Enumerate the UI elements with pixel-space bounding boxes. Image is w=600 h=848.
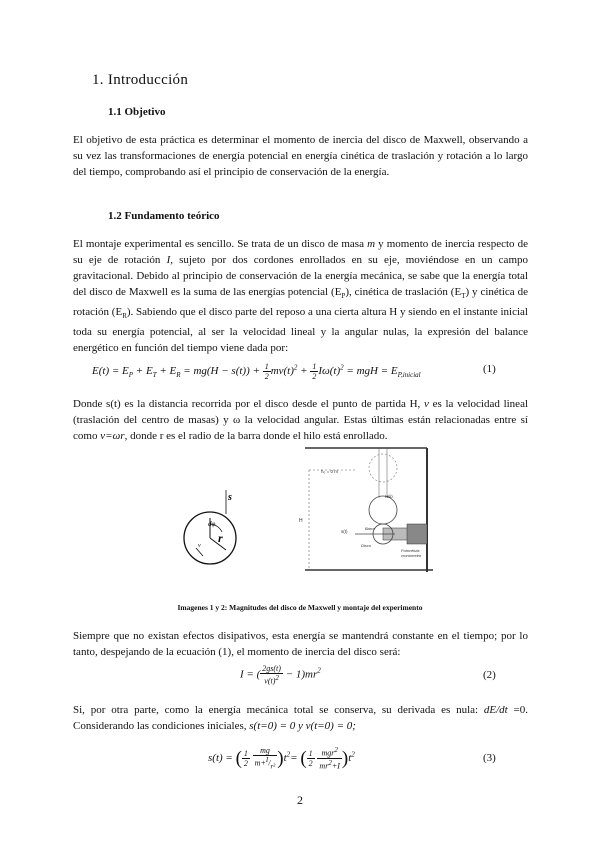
paragraph-4: Si, por otra parte, como la energía mecánica total se conserva, su derivada es nula: dE/dt =0. Considerando las condiciones iniciales, s(t=0) = 0 y v(t=0) = 0; <box>73 704 528 732</box>
section-title: 1. Introducción <box>92 72 189 88</box>
fig1-dphi-label: dφ <box>208 520 216 528</box>
objective-paragraph: El objetivo de esta práctica es determinar el momento de inercia del disco de Maxwell, observando a su vez las transformaciones de energía potencial en energía cinética de traslación y rotación a lo largo del tiempo, comprobando así el principio de conservación de la energía. <box>73 134 528 178</box>
theory-paragraph-2: Donde s(t) es la distancia recorrida por el disco desde el punto de partida H, v es la velocidad lineal (traslación del centro de masas) y ω la velocidad angular. Estas últimas están relacionadas entre sí como v=ωr, donde r es el radio de la barra donde el hilo está enrollado. <box>73 398 529 442</box>
fig2-h0-label: h₀ = 0 m <box>321 469 339 474</box>
theory-paragraph-1: El montaje experimental es sencillo. Se trata de un disco de masa m y momento de inercia respecto de su eje de rotación I, sujeto por dos cordones enrollados en su eje, moviéndose en un campo gravitacional. Debido al principio de conservación de la energía mecánica, se sabe que la energía total del disco de Maxwell es la suma de las energías potencial $(E_P)$, cinética de traslación $(E_T)$ y cinética de rotación $(E_R)$. Sabiendo que el disco parte del reposo a una cierta altura H y siendo en el instante inicial toda su energía potencial, al ser la velocidad lineal y la angular nulas, la expresión del balance energético en función del tiempo viene dada por: <box>73 238 528 355</box>
equation-1: $E(t) = E_P + E_T + E_R = mg(H - s(t))$ + $\frac{1}{2}$ $mv(t)^2$ + $\frac{1}{2}$ $I\omega(t)^2$ = mgH = $E_{P,inicial}$ <box>92 362 421 381</box>
figure-disk-magnitudes <box>170 480 260 570</box>
fig1-v-label: v <box>198 543 201 549</box>
fig1-s-label: s <box>228 492 232 503</box>
equation-3: s(t) = ( $\frac{1}{2}$ $\frac{mg}{m+^I/_{r^2}}$ )$t^2=$ ( $\frac{1}{2}$ $\frac{mgr^2}{mr^2+I}$ )$t^2$ <box>208 746 355 771</box>
equation-1-number: (1) <box>483 363 496 375</box>
paragraph-3: Siempre que no existan efectos disipativos, esta energía se mantendrá constante en el tiempo; por lo tanto, despejando de la ecuación (1), el momento de inercia del disco será: <box>73 630 528 658</box>
fig2-cron-label: cronómetro <box>401 553 422 558</box>
figure-caption: Imagenes 1 y 2: Magnitudes del disco de Maxwell y montaje del experimento <box>177 603 423 612</box>
fig2-foto-label: Fotocélula <box>401 548 420 553</box>
objective-heading: 1.1 Objetivo <box>108 106 166 118</box>
equation-2-number: (2) <box>483 669 496 681</box>
fig2-hilo-label: Hilo <box>385 494 393 499</box>
equation-3-number: (3) <box>483 752 496 764</box>
fig1-r-label: r <box>218 531 223 545</box>
theory-heading: 1.2 Fundamento teórico <box>108 210 220 222</box>
page-number: 2 <box>297 793 303 807</box>
equation-2: I = ( $\frac{2gs(t)}{v(t)^2}$ − $1)mr^2$ <box>240 664 321 686</box>
fig2-disco-label: Disco <box>361 543 372 548</box>
figure-experiment-setup <box>295 440 445 580</box>
fig2-barra-label: Barra <box>365 526 375 531</box>
fig2-H-label: H <box>299 518 303 524</box>
fig2-st-label: s(t) <box>341 529 348 534</box>
